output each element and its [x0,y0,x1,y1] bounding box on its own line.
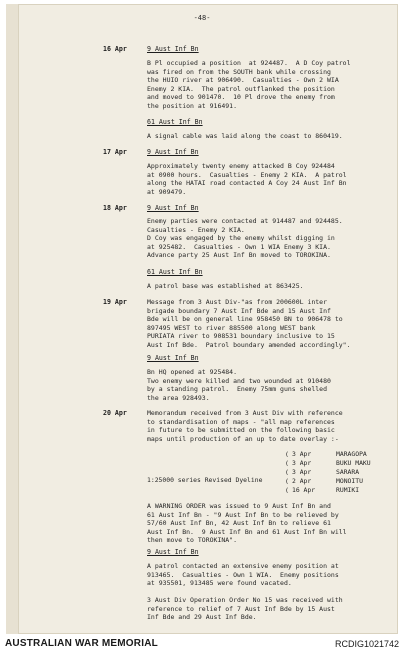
entry-date: 17 Apr [103,148,127,156]
entry-date: 19 Apr [103,298,127,306]
map-brace: ( [285,459,289,467]
map-date: 16 Apr [292,486,316,494]
entry-text: Bn HQ opened at 925484. Two enemy were killed and two wounded at 910480 by a standing patrol. Enemy 75mm guns shelled the area 928493. [147,368,331,402]
entry-text: Enemy parties were contacted at 914487 and 924485. Casualties - Enemy 2 KIA. D Coy was engaged by the enemy whilst digging in at 925482. Casualties - Own 1 WIA Enemy 3 KIA. Advance party 25 Aust Inf Bn moved to TOROKINA. [147,217,343,260]
map-brace: ( [285,486,289,494]
unit-heading: 9 Aust Inf Bn [147,204,199,212]
page-number: -48- [193,14,211,22]
entry-text: 3 Aust Div Operation Order No 15 was received with reference to relief of 7 Aust Inf Bde by 15 Aust Inf Bde and 29 Aust Inf Bde. [147,596,343,622]
unit-heading: 9 Aust Inf Bn [147,354,199,362]
map-brace: ( [285,477,289,485]
entry-text: A patrol base was established at 863425. [147,282,304,290]
map-date: 3 Apr [292,468,312,476]
map-name: RUMIKI [336,486,360,494]
map-name: MARAGOPA [336,450,367,458]
entry-text: Message from 3 Aust Div-"as from 200600L inter brigade boundary 7 Aust Inf Bde and 15 Aust Inf Bde will be on general line 958450 BN to 906478 to 897495 WEST to river 885500 along WEST bank PURIATA river to 908531 boundary inclusive to 15 Aust Inf Bde. Patrol boundary amended accordingly". [147,298,351,349]
unit-heading: 9 Aust Inf Bn [147,148,199,156]
entry-text: A patrol contacted an extensive enemy position at 913465. Casualties - Own 1 WIA. Enemy positions at 935501, 913485 were found vacated. [147,562,339,588]
entry-date: 16 Apr [103,45,127,53]
entry-text: B Pl occupied a position at 924487. A D Coy patrol was fired on from the SOUTH bank while crossing the HUIO river at 906490. Casualties - Own 2 WIA Enemy 2 KIA. The patrol outflanked the position and moved to 901470. 10 Pl drove the enemy from the position at 916491. [147,59,351,110]
entry-date: 18 Apr [103,204,127,212]
unit-heading: 9 Aust Inf Bn [147,45,199,53]
map-name: BUKU MAKU [336,459,371,467]
document-page [6,4,398,634]
entry-text: A WARNING ORDER was issued to 9 Aust Inf Bn and 61 Aust Inf Bn - "9 Aust Inf Bn to be relieved by 57/60 Aust Inf Bn, 42 Aust Inf Bn to relieve 61 Aust Inf Bn. 9 Aust Inf Bn and 61 Aust Inf Bn will then move to TOROKINA". [147,502,347,545]
entry-date: 20 Apr [103,409,127,417]
map-name: SARARA [336,468,360,476]
binding-strip [6,4,19,634]
unit-heading: 61 Aust Inf Bn [147,118,203,126]
map-brace: ( [285,468,289,476]
entry-text: A signal cable was laid along the coast to 860419. [147,132,343,140]
map-series: 1:25000 series Revised Dyeline [147,476,263,484]
map-brace: ( [285,450,289,458]
archive-footer [0,634,404,654]
entry-text: Memorandum received from 3 Aust Div with reference to standardisation of maps - "all map references in future to be submitted on the following basic maps until production of an up to date overlay :- [147,409,343,443]
unit-heading: 9 Aust Inf Bn [147,548,199,556]
map-name: MONOITU [336,477,363,485]
entry-text: Approximately twenty enemy attacked B Coy 924484 at 0900 hours. Casualties - Enemy 2 KIA. A patrol along the HATAI road contacted A Coy 24 Aust Inf Bn at 909479. [147,162,347,196]
map-date: 3 Apr [292,450,312,458]
archive-name: AUSTRALIAN WAR MEMORIAL [5,638,158,649]
map-date: 2 Apr [292,477,312,485]
map-date: 3 Apr [292,459,312,467]
unit-heading: 61 Aust Inf Bn [147,268,203,276]
record-id: RCDIG1021742 [334,639,399,649]
